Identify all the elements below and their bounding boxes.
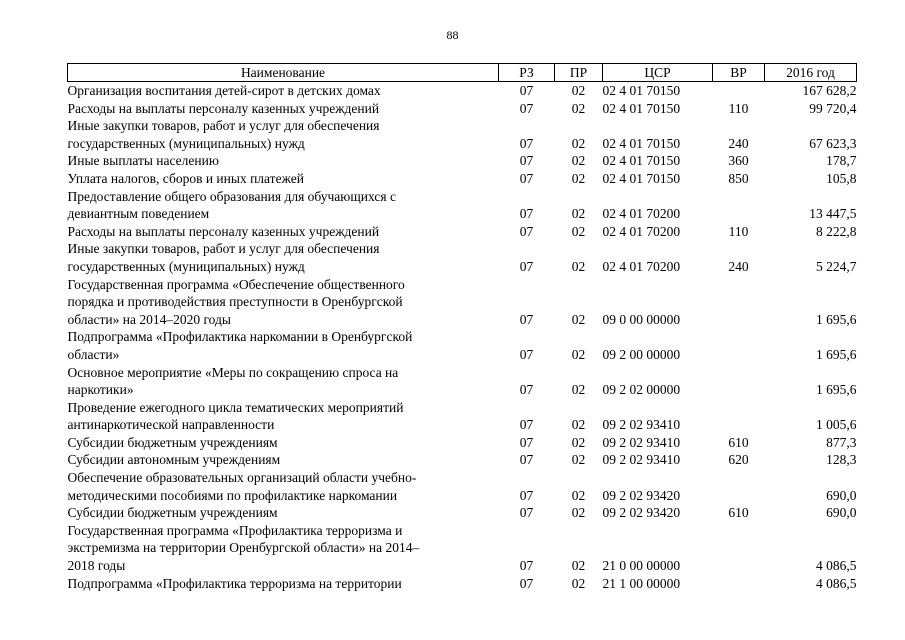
- cell-name: Субсидии бюджетным учреждениям: [67, 505, 278, 521]
- cell-pr: 02: [571, 311, 586, 327]
- cell-name: Подпрограмма «Профилактика терроризма на территории: [67, 575, 402, 591]
- cell-vr: 240: [728, 258, 749, 274]
- cell-csr: 02 4 01 70150: [602, 100, 681, 116]
- cell-name: Иные закупки товаров, работ и услуг для обеспечения государственных (муниципальных) нужд: [67, 241, 380, 274]
- cell-name: Подпрограмма «Профилактика наркомании в Оренбургской области»: [67, 329, 413, 362]
- cell-amount: 1 695,6: [816, 311, 857, 327]
- cell-amount: 178,7: [826, 153, 857, 169]
- cell-vr: [713, 522, 765, 575]
- cell-name: Обеспечение образовательных организаций области учебно- методическими пособиями по профилактике наркомании: [67, 470, 417, 503]
- cell-rz: 07: [519, 382, 534, 398]
- cell-name: Субсидии бюджетным учреждениям: [67, 434, 278, 450]
- cell-rz: 07: [519, 558, 534, 574]
- cell-amount: 13 447,5: [809, 206, 857, 222]
- cell-name: Уплата налогов, сборов и иных платежей: [67, 170, 304, 186]
- cell-name: Государственная программа «Профилактика терроризма и экстремизма на территории Оренбургской области» на 2014– 2018 годы: [67, 522, 420, 574]
- cell-rz: 07: [519, 311, 534, 327]
- cell-pr: 02: [571, 135, 586, 151]
- cell-name: Расходы на выплаты персоналу казенных учреждений: [67, 100, 380, 116]
- cell-rz: 07: [519, 575, 534, 591]
- cell-rz: 07: [519, 434, 534, 450]
- cell-name: Государственная программа «Обеспечение общественного порядка и противодействия преступности в Оренбургской области» на 2014–2020 годы: [67, 276, 405, 327]
- cell-csr: 02 4 01 70150: [602, 83, 681, 98]
- header-vr: ВР: [713, 64, 765, 82]
- cell-pr: 02: [571, 558, 586, 574]
- cell-vr: 240: [728, 135, 749, 151]
- cell-csr: 02 4 01 70150: [602, 135, 681, 151]
- cell-vr: [713, 469, 765, 504]
- cell-pr: 02: [571, 452, 586, 468]
- cell-amount: 5 224,7: [816, 258, 857, 274]
- cell-vr: [713, 364, 765, 399]
- cell-rz: 07: [519, 83, 534, 98]
- cell-amount: 690,0: [826, 505, 857, 521]
- cell-pr: 02: [571, 206, 586, 222]
- cell-vr: 110: [728, 223, 749, 239]
- table-row: [68, 276, 857, 329]
- cell-csr: 09 2 02 00000: [602, 382, 681, 398]
- cell-csr: 09 2 02 93420: [602, 505, 681, 521]
- cell-amount: 167 628,2: [802, 83, 857, 98]
- table-row: [68, 223, 857, 241]
- table-row: [68, 522, 857, 575]
- header-csr: ЦСР: [603, 64, 713, 82]
- table-row: [68, 399, 857, 434]
- cell-amount: 877,3: [826, 434, 857, 450]
- table-row: [68, 170, 857, 188]
- cell-rz: 07: [519, 100, 534, 116]
- cell-amount: 690,0: [826, 487, 857, 503]
- cell-csr: 21 1 00 00000: [602, 575, 681, 591]
- cell-pr: 02: [571, 153, 586, 169]
- cell-csr: 09 0 00 00000: [602, 311, 681, 327]
- page-number: 88: [446, 28, 459, 42]
- cell-amount: 4 086,5: [816, 575, 857, 591]
- cell-pr: 02: [571, 505, 586, 521]
- cell-pr: 02: [571, 575, 586, 591]
- cell-rz: 07: [519, 346, 534, 362]
- cell-pr: 02: [571, 83, 586, 98]
- cell-pr: 02: [571, 223, 586, 239]
- cell-pr: 02: [571, 417, 586, 433]
- cell-csr: 02 4 01 70200: [602, 206, 681, 222]
- cell-vr: [713, 276, 765, 329]
- cell-pr: 02: [571, 100, 586, 116]
- cell-pr: 02: [571, 487, 586, 503]
- table-row: [68, 434, 857, 452]
- table-row: [68, 469, 857, 504]
- table-row: [68, 451, 857, 469]
- cell-amount: 1 695,6: [816, 382, 857, 398]
- cell-rz: 07: [519, 487, 534, 503]
- cell-name: Проведение ежегодного цикла тематических мероприятий антинаркотической направленности: [67, 399, 404, 433]
- cell-vr: 850: [728, 170, 749, 186]
- header-rz: РЗ: [499, 64, 555, 82]
- table-row: [68, 100, 857, 118]
- cell-rz: 07: [519, 135, 534, 151]
- cell-vr: 610: [728, 434, 749, 450]
- table-header: [68, 64, 857, 82]
- cell-amount: 4 086,5: [816, 558, 857, 574]
- cell-rz: 07: [519, 206, 534, 222]
- cell-csr: 09 2 02 93410: [602, 452, 681, 468]
- cell-name: Организация воспитания детей-сирот в детских домах: [67, 83, 381, 98]
- header-pr: ПР: [555, 64, 603, 82]
- cell-name: Субсидии автономным учреждениям: [67, 452, 281, 468]
- cell-amount: 1 695,6: [816, 346, 857, 362]
- cell-rz: 07: [519, 505, 534, 521]
- cell-amount: 128,3: [826, 452, 857, 468]
- cell-rz: 07: [519, 170, 534, 186]
- cell-csr: 02 4 01 70200: [602, 258, 681, 274]
- cell-name: Основное мероприятие «Меры по сокращению спроса на наркотики»: [67, 364, 399, 398]
- cell-rz: 07: [519, 223, 534, 239]
- cell-amount: 67 623,3: [809, 135, 857, 151]
- cell-name: Иные закупки товаров, работ и услуг для обеспечения государственных (муниципальных) нужд: [67, 118, 380, 151]
- cell-csr: 02 4 01 70200: [602, 223, 681, 239]
- cell-csr: 21 0 00 00000: [602, 558, 681, 574]
- cell-vr: [713, 328, 765, 363]
- cell-amount: 8 222,8: [816, 223, 857, 239]
- table-row: [68, 152, 857, 170]
- cell-pr: 02: [571, 258, 586, 274]
- cell-vr: [713, 188, 765, 223]
- cell-rz: 07: [519, 417, 534, 433]
- cell-vr: [713, 82, 765, 100]
- table-row: [68, 82, 857, 100]
- budget-table: [67, 63, 857, 592]
- cell-rz: 07: [519, 258, 534, 274]
- cell-name: Расходы на выплаты персоналу казенных учреждений: [67, 223, 380, 239]
- cell-vr: 610: [728, 505, 749, 521]
- cell-csr: 09 2 00 00000: [602, 346, 681, 362]
- cell-vr: [713, 399, 765, 434]
- cell-csr: 09 2 02 93410: [602, 434, 681, 450]
- cell-pr: 02: [571, 346, 586, 362]
- table-row: [68, 575, 857, 593]
- cell-name: Предоставление общего образования для обучающихся с девиантным поведением: [67, 188, 396, 222]
- cell-csr: 02 4 01 70150: [602, 153, 681, 169]
- header-amount: 2016 год: [765, 64, 857, 82]
- cell-vr: 620: [728, 452, 749, 468]
- table-row: [68, 188, 857, 223]
- cell-csr: 09 2 02 93420: [602, 487, 681, 503]
- header-name: Наименование: [68, 64, 499, 82]
- table-row: [68, 504, 857, 522]
- table-body: [68, 82, 857, 593]
- table-row: [68, 240, 857, 275]
- cell-amount: 99 720,4: [809, 100, 857, 116]
- cell-csr: 09 2 02 93410: [602, 417, 681, 433]
- table-row: [68, 328, 857, 363]
- cell-pr: 02: [571, 382, 586, 398]
- cell-amount: 105,8: [826, 170, 857, 186]
- cell-name: Иные выплаты населению: [67, 153, 219, 169]
- cell-vr: 360: [728, 153, 749, 169]
- cell-pr: 02: [571, 170, 586, 186]
- cell-amount: 1 005,6: [816, 417, 857, 433]
- cell-rz: 07: [519, 452, 534, 468]
- cell-vr: [713, 575, 765, 593]
- table-row: [68, 117, 857, 152]
- cell-rz: 07: [519, 153, 534, 169]
- cell-csr: 02 4 01 70150: [602, 170, 681, 186]
- cell-pr: 02: [571, 434, 586, 450]
- cell-vr: 110: [728, 100, 749, 116]
- table-row: [68, 364, 857, 399]
